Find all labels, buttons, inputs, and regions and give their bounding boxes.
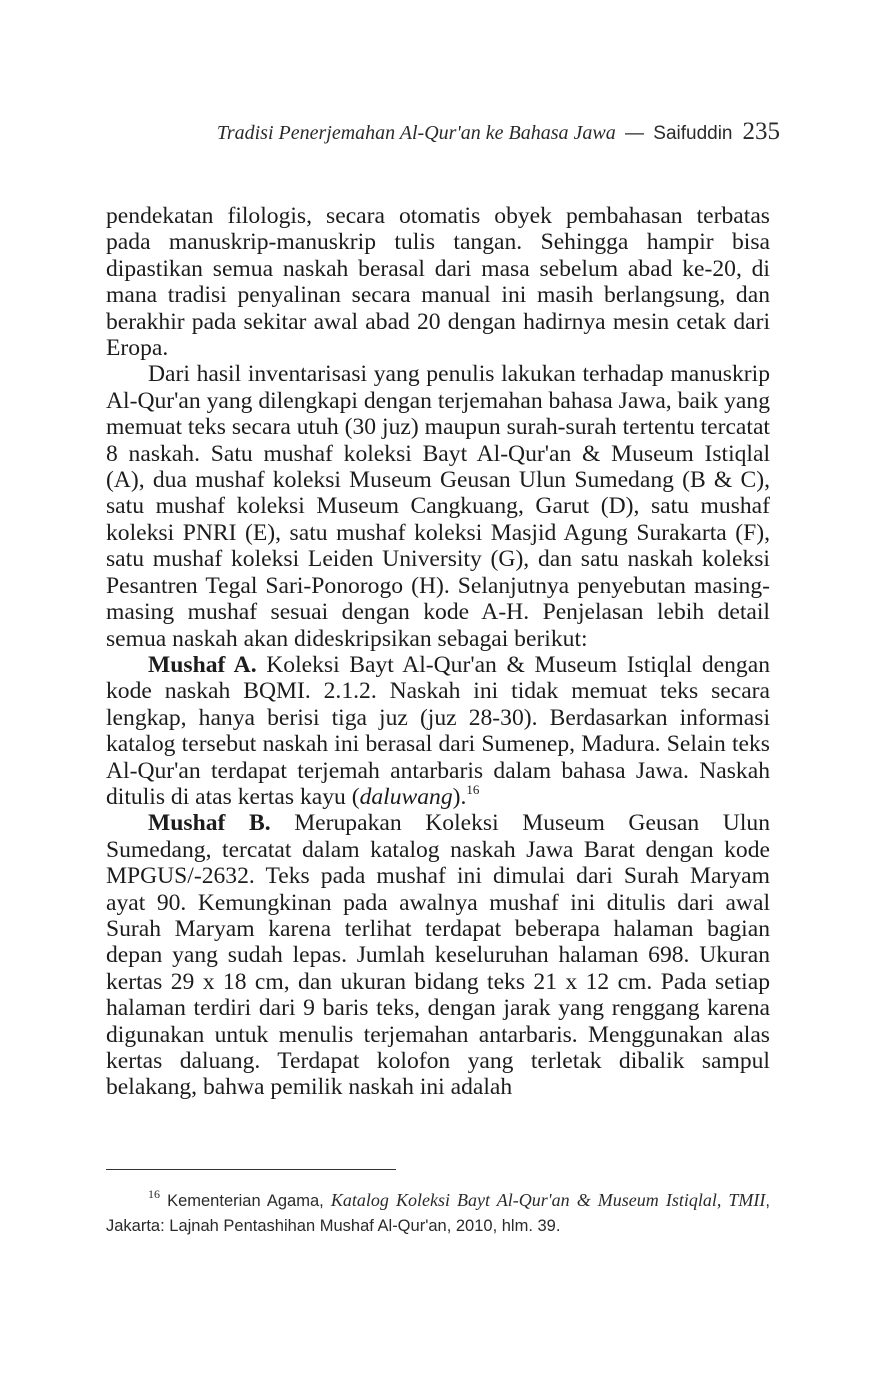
footnote-publication: , Jakarta: Lajnah Pentashihan Mushaf Al-Qur'an, 2010, hlm. 39. [106, 1192, 770, 1235]
footnote-number: 16 [148, 1187, 160, 1201]
mushaf-a-text: Koleksi Bayt Al-Qur'an & Museum Istiqlal dengan kode naskah BQMI. 2.1.2. Naskah ini tidak memuat teks secara lengkap, hanya berisi tiga juz (juz 28-30). Berdasarkan informasi katalog tersebut naskah ini berasal dari Sumenep, Madura. Selain teks Al-Qur'an terdapat terjemah antarbaris dalam bahasa Jawa. Naskah ditulis di atas kertas kayu ( [106, 651, 770, 810]
footnote-reference[interactable]: 16 [466, 781, 480, 797]
footnote-author: Kementerian Agama, [167, 1192, 331, 1210]
mushaf-a-heading: Mushaf A. [148, 651, 257, 678]
paragraph-inventory: Dari hasil inventarisasi yang penulis lakukan terhadap manuskrip Al-Qur'an yang dilengkapi dengan terjemahan bahasa Jawa, baik yang memuat teks secara utuh (30 juz) maupun surah-surah tertentu tercatat 8 naskah. Satu mushaf koleksi Bayt Al-Qur'an & Museum Istiqlal (A), dua mushaf koleksi Museum Geusan Ulun Sumedang (B & C), satu mushaf koleksi Museum Cangkuang, Garut (D), satu mushaf koleksi PNRI (E), satu mushaf koleksi Masjid Agung Surakarta (F), satu mushaf koleksi Leiden University (G), dan satu naskah koleksi Pesantren Tegal Sari-Ponorogo (H). Selanjutnya penyebutan masing-masing mushaf sesuai dengan kode A-H. Penjelasan lebih detail semua naskah akan dideskripsikan sebagai berikut: [106, 361, 770, 652]
paragraph-mushaf-b [106, 810, 770, 1100]
body-text [106, 203, 770, 1101]
running-header [200, 118, 780, 146]
running-title: Tradisi Penerjemahan Al-Qur'an ke Bahasa Jawa [216, 122, 616, 144]
running-author: Saifuddin [653, 123, 733, 144]
mushaf-b-heading: Mushaf B. [148, 810, 271, 837]
footnote-title: Katalog Koleksi Bayt Al-Qur'an & Museum Istiqlal, TMII [330, 1190, 766, 1210]
running-separator: — [619, 123, 650, 144]
mushaf-b-text: Merupakan Koleksi Museum Geusan Ulun Sumedang, tercatat dalam katalog naskah Jawa Barat dengan kode MPGUS/-2632. Teks pada mushaf ini dimulai dari Surah Maryam ayat 90. Kemungkinan pada awalnya mushaf ini ditulis dari awal Surah Maryam karena terlihat terdapat beberapa halaman bagian depan yang sudah lepas. Jumlah keseluruhan halaman 698. Ukuran kertas 29 x 18 cm, dan ukuran bidang teks 21 x 12 cm. Pada setiap halaman terdiri dari 9 baris teks, dengan jarak yang renggang karena digunakan untuk menulis terjemahan antarbaris. Menggunakan alas kertas daluang. Terdapat kolofon yang terletak dibalik sampul belakang, bahwa pemilik naskah ini adalah [106, 810, 770, 1101]
mushaf-a-end: ). [452, 783, 467, 810]
paragraph-continuation: pendekatan filologis, secara otomatis obyek pembahasan terbatas pada manuskrip-manuskrip tulis tangan. Sehingga hampir bisa dipastikan semua naskah berasal dari masa sebelum abad ke-20, di mana tradisi penyalinan secara manual ini masih berlangsung, dan berakhir pada sekitar awal abad 20 dengan hadirnya mesin cetak dari Eropa. [106, 203, 770, 362]
footnote-divider [106, 1169, 396, 1170]
paragraph-mushaf-a [106, 652, 770, 810]
mushaf-a-term: daluwang [359, 783, 453, 810]
footnote [106, 1188, 770, 1238]
page-number: 235 [742, 118, 780, 145]
